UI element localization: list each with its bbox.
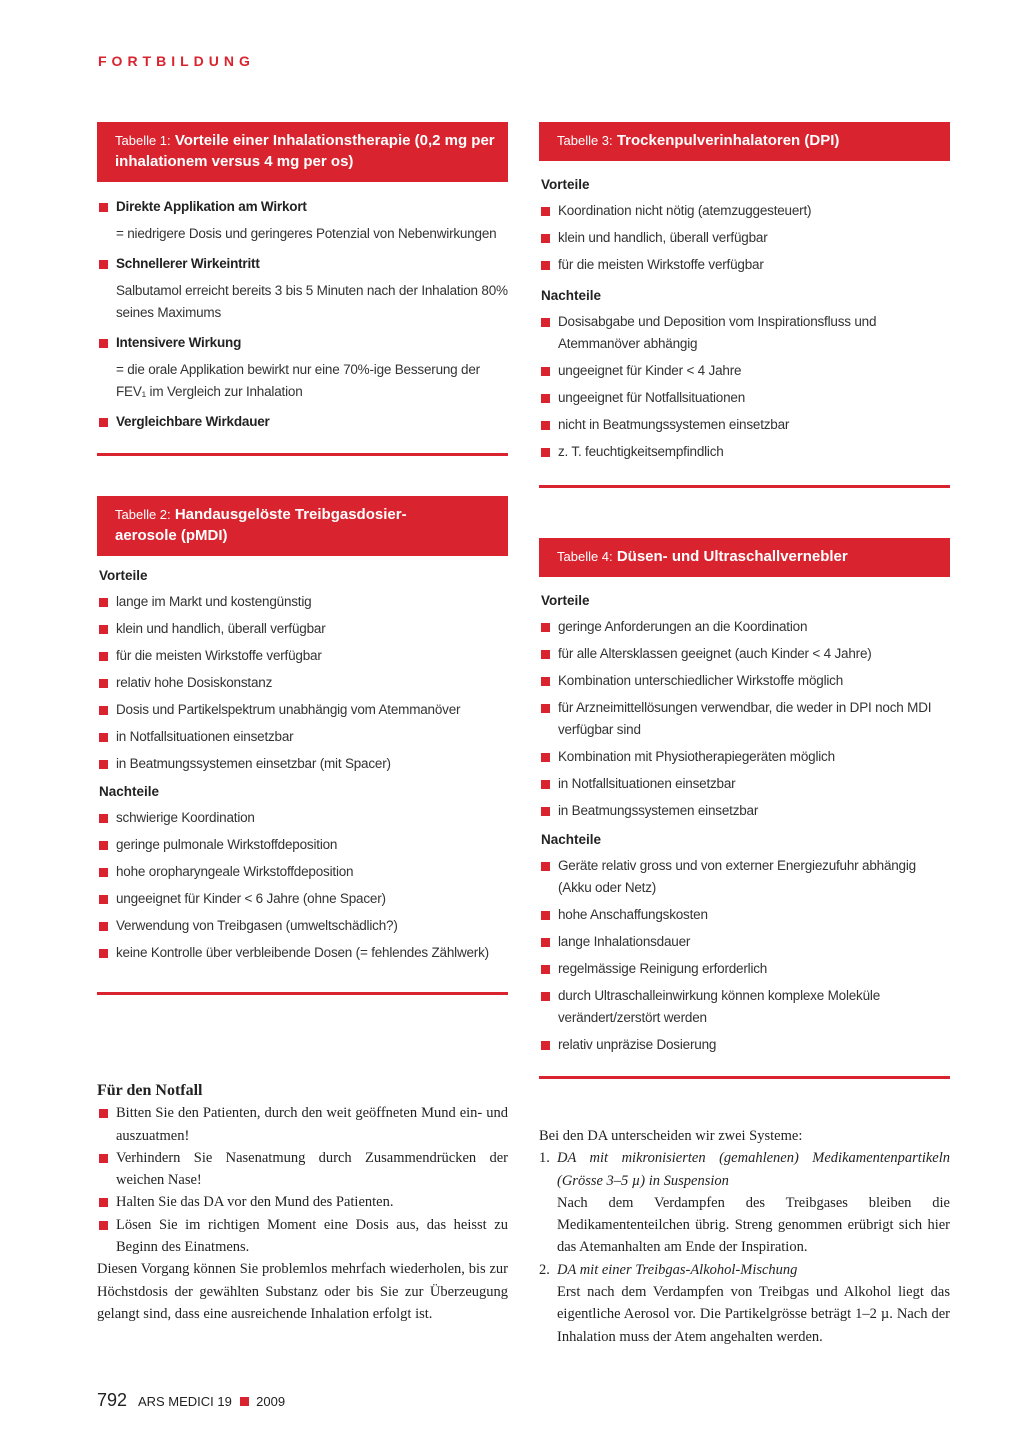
table-3-label: Tabelle 3:: [557, 133, 613, 148]
group-heading: Nachteile: [541, 288, 602, 303]
table-2-body: [97, 556, 508, 995]
table-3: [539, 122, 950, 488]
table-1-body: [97, 182, 508, 456]
list-item: klein und handlich, überall verfügbar: [97, 618, 508, 640]
list-item: Halten Sie das DA vor den Mund des Patienten.: [97, 1191, 508, 1213]
group-heading: Nachteile: [541, 832, 602, 847]
table-2-label: Tabelle 2:: [115, 507, 171, 522]
separator-square-icon: [240, 1397, 249, 1406]
list-item: durch Ultraschalleinwirkung können komplexe Moleküle verändert/zerstört werden: [539, 985, 950, 1029]
list-item: Direkte Applikation am Wirkort: [97, 196, 508, 218]
table-1-label: Tabelle 1:: [115, 133, 171, 148]
item-description: Salbutamol erreicht bereits 3 bis 5 Minuten nach der Inhalation 80% seines Maximums: [116, 283, 508, 320]
group-heading: Nachteile: [99, 784, 160, 799]
table-1-title: Vorteile einer Inhalationstherapie (0,2 mg per inhalationem versus 4 mg per os): [115, 132, 495, 170]
da-item-title: DA mit mikronisierten (gemahlenen) Medikamentenpartikeln (Grösse 3–5 µ) in Suspension: [557, 1150, 950, 1189]
table-1-header: [97, 122, 508, 182]
list-item: Schnellerer Wirkeintritt: [97, 253, 508, 275]
page-number: 792: [97, 1390, 128, 1410]
table-2-header: [97, 496, 508, 556]
list-item: in Notfallsituationen einsetzbar: [97, 726, 508, 748]
da-item-1: [539, 1147, 950, 1258]
notfall-paragraph: Diesen Vorgang können Sie problemlos mehrfach wiederholen, bis zur Höchstdosis der gewählten Substanz oder bis Sie zur Überzeugung gelangt sind, dass eine ausreichende Inhalation erfolgt ist.: [97, 1261, 508, 1322]
journal-year: 2009: [256, 1394, 286, 1409]
table-3-header: [539, 122, 950, 161]
notfall-box: [97, 1080, 508, 1325]
list-item: hohe Anschaffungskosten: [539, 904, 950, 926]
list-item: Dosis und Partikelspektrum unabhängig vom Atemmanöver: [97, 699, 508, 721]
table-4-header: [539, 538, 950, 577]
list-item: für die meisten Wirkstoffe verfügbar: [97, 645, 508, 667]
page-footer: [97, 1390, 285, 1411]
list-item: für alle Altersklassen geeignet (auch Kinder < 4 Jahre): [539, 643, 950, 665]
list-item: keine Kontrolle über verbleibende Dosen (= fehlendes Zählwerk): [97, 942, 508, 964]
group-heading: Vorteile: [99, 568, 148, 583]
list-item: Intensivere Wirkung: [97, 332, 508, 354]
da-item-title: DA mit einer Treibgas-Alkohol-Mischung: [557, 1261, 798, 1278]
list-item: Lösen Sie im richtigen Moment eine Dosis aus, das heisst zu Beginn des Einatmens.: [97, 1214, 508, 1259]
list-item: geringe pulmonale Wirkstoffdeposition: [97, 834, 508, 856]
list-item: Koordination nicht nötig (atemzuggesteuert): [539, 200, 950, 222]
list-item: relativ unpräzise Dosierung: [539, 1034, 950, 1056]
list-item: relativ hohe Dosiskonstanz: [97, 672, 508, 694]
list-item: Bitten Sie den Patienten, durch den weit geöffneten Mund ein- und auszuatmen!: [97, 1102, 508, 1147]
list-item: z. T. feuchtigkeitsempfindlich: [539, 441, 950, 463]
list-item: Verhindern Sie Nasenatmung durch Zusammendrücken der weichen Nase!: [97, 1147, 508, 1192]
da-item-text: Nach dem Verdampfen des Treibgases bleiben die Medikamententeilchen übrig. Streng genommen erübrigt sich hier das Atemanhalten am Ende der Inspiration.: [557, 1194, 950, 1256]
list-item: Dosisabgabe und Deposition vom Inspirationsfluss und Atemmanöver abhängig: [539, 311, 950, 355]
list-item: in Beatmungssystemen einsetzbar: [539, 800, 950, 822]
da-item-number: 1.: [539, 1150, 550, 1167]
item-description: = niedrigere Dosis und geringeres Potenzial von Nebenwirkungen: [116, 226, 497, 241]
list-item: nicht in Beatmungssystemen einsetzbar: [539, 414, 950, 436]
table-4: [539, 538, 950, 1079]
list-item: lange im Markt und kostengünstig: [97, 591, 508, 613]
da-item-2: [539, 1259, 950, 1348]
list-item: für die meisten Wirkstoffe verfügbar: [539, 254, 950, 276]
list-item: für Arzneimittellösungen verwendbar, die weder in DPI noch MDI verfügbar sind: [539, 697, 950, 741]
list-item: Geräte relativ gross und von externer Energiezufuhr abhängig (Akku oder Netz): [539, 855, 950, 899]
list-item: ungeeignet für Kinder < 4 Jahre: [539, 360, 950, 382]
da-item-number: 2.: [539, 1261, 550, 1278]
da-item-text: Erst nach dem Verdampfen von Treibgas und Alkohol liegt das eigentliche Aerosol vor. Die Partikelgrösse beträgt 1–2 µ. Nach der Inhalation muss der Atem angehalten werden.: [557, 1284, 950, 1345]
item-description: = die orale Applikation bewirkt nur eine 70%-ige Besserung der FEV₁ im Vergleich zur Inhalation: [116, 362, 480, 399]
list-item: Kombination mit Physiotherapiegeräten möglich: [539, 746, 950, 768]
table-2: [97, 496, 508, 995]
list-item: Kombination unterschiedlicher Wirkstoffe möglich: [539, 670, 950, 692]
notfall-title: Für den Notfall: [97, 1082, 203, 1099]
list-item: lange Inhalationsdauer: [539, 931, 950, 953]
list-item: klein und handlich, überall verfügbar: [539, 227, 950, 249]
group-heading: Vorteile: [541, 593, 590, 608]
journal-name: ARS MEDICI 19: [137, 1394, 232, 1409]
list-item: Vergleichbare Wirkdauer: [97, 411, 508, 433]
group-heading: Vorteile: [541, 177, 590, 192]
table-1: [97, 122, 508, 456]
list-item: hohe oropharyngeale Wirkstoffdeposition: [97, 861, 508, 883]
table-4-title: Düsen- und Ultraschallvernebler: [616, 548, 848, 565]
da-section: [539, 1125, 950, 1348]
table-2-title: Handausgelöste Treibgasdosier-aerosole (pMDI): [115, 506, 407, 544]
section-label: FORTBILDUNG: [98, 53, 255, 69]
list-item: regelmässige Reinigung erforderlich: [539, 958, 950, 980]
table-3-title: Trockenpulverinhalatoren (DPI): [616, 132, 840, 149]
da-intro: Bei den DA unterscheiden wir zwei Systeme:: [539, 1128, 803, 1144]
list-item: in Notfallsituationen einsetzbar: [539, 773, 950, 795]
list-item: schwierige Koordination: [97, 807, 508, 829]
table-4-body: [539, 577, 950, 1079]
list-item: ungeeignet für Kinder < 6 Jahre (ohne Spacer): [97, 888, 508, 910]
list-item: in Beatmungssystemen einsetzbar (mit Spacer): [97, 753, 508, 775]
table-4-label: Tabelle 4:: [557, 549, 613, 564]
list-item: ungeeignet für Notfallsituationen: [539, 387, 950, 409]
table-3-body: [539, 161, 950, 488]
list-item: Verwendung von Treibgasen (umweltschädlich?): [97, 915, 508, 937]
list-item: geringe Anforderungen an die Koordination: [539, 616, 950, 638]
